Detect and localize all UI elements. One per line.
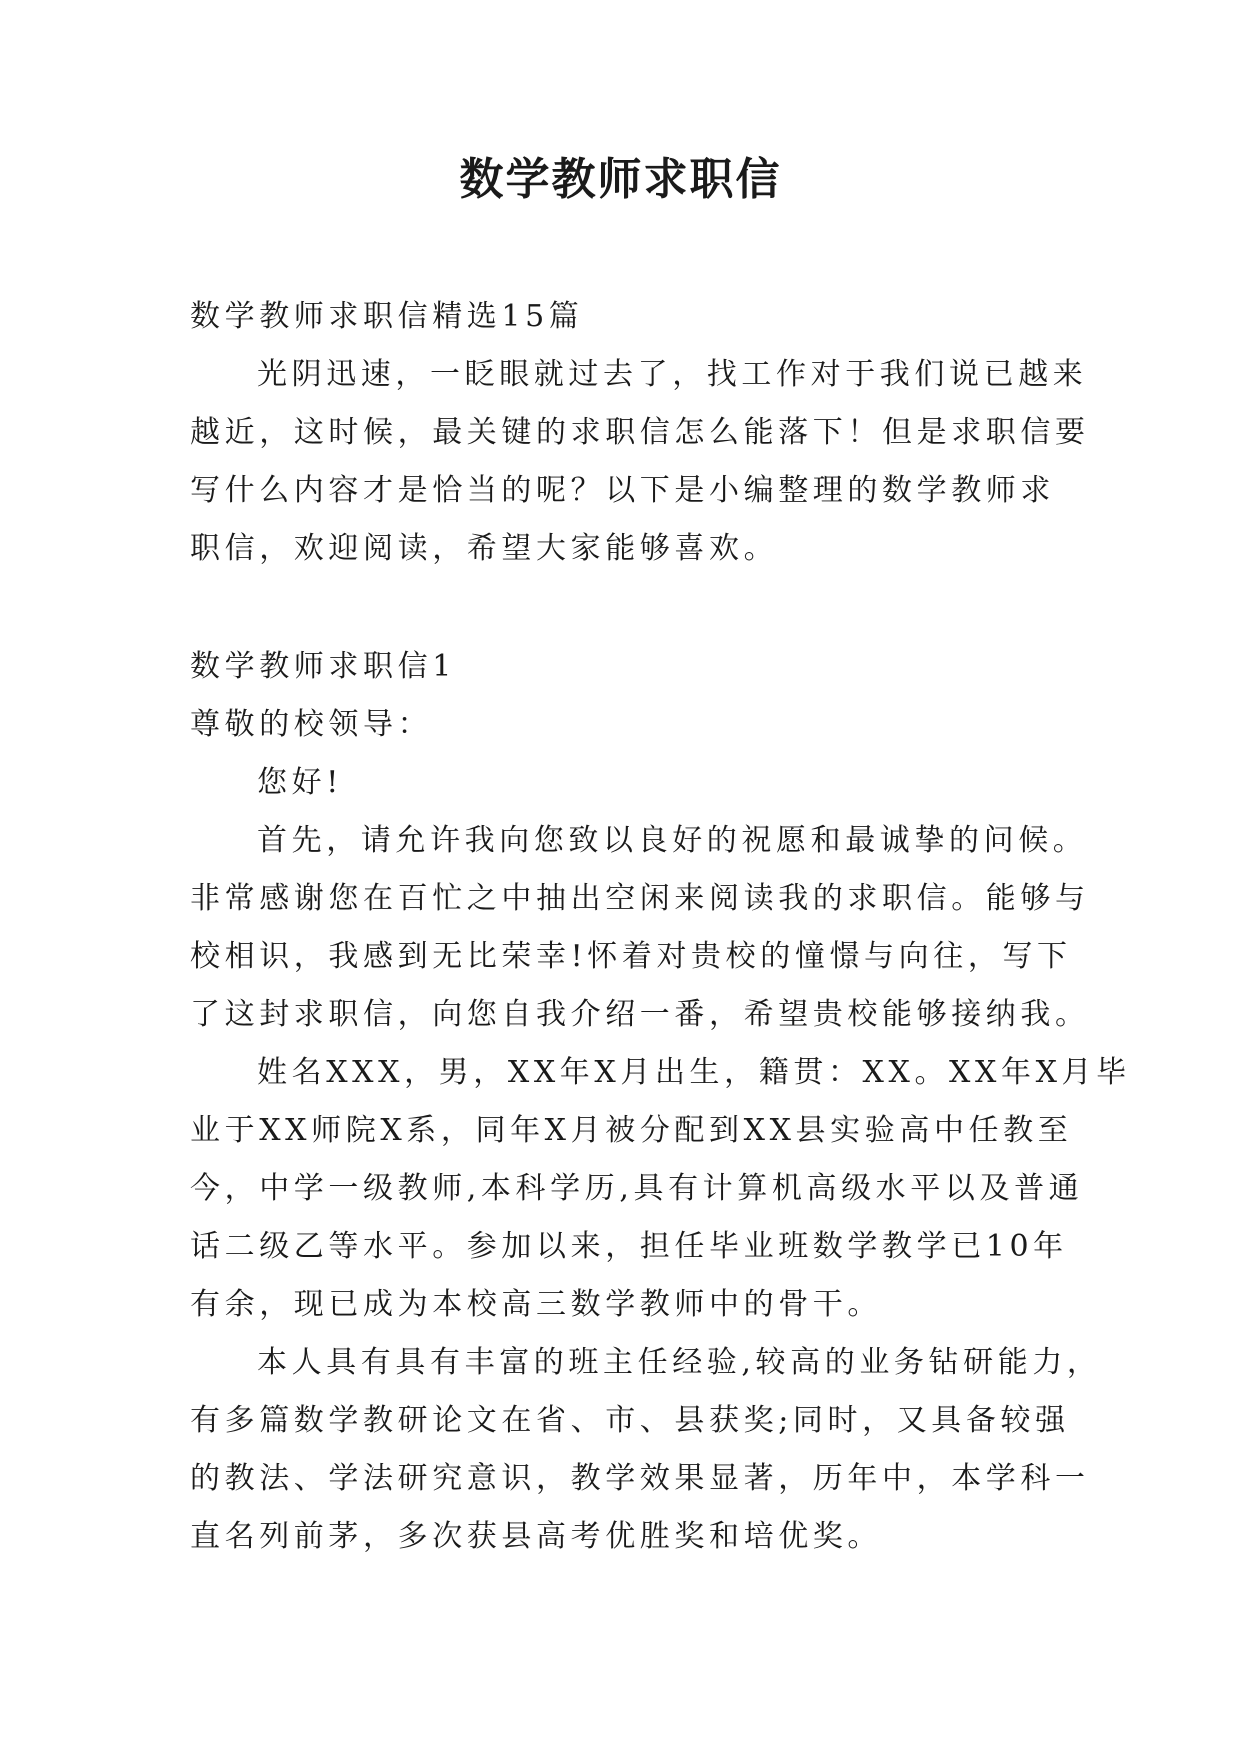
text-line: 校相识，我感到无比荣幸!怀着对贵校的憧憬与向往，写下 [190, 939, 1072, 974]
text-line: 非常感谢您在百忙之中抽出空闲来阅读我的求职信。能够与 [190, 881, 1090, 916]
text-line: 直名列前茅，多次获县高考优胜奖和培优奖。 [190, 1519, 882, 1554]
text-line: 话二级乙等水平。参加以来，担任毕业班数学教学已10年 [190, 1229, 1068, 1264]
text-line: 职信，欢迎阅读，希望大家能够喜欢。 [190, 531, 779, 566]
paragraph-3 [190, 1334, 1102, 1566]
text-line: 光阴迅速，一眨眼就过去了，找工作对于我们说已越来 [257, 357, 1088, 392]
subtitle: 数学教师求职信精选15篇 [190, 299, 584, 334]
text-line: 有余，现已成为本校高三数学教师中的骨干。 [190, 1287, 882, 1322]
document-title: 数学教师求职信 [459, 154, 782, 205]
text-line: 首先，请允许我向您致以良好的祝愿和最诚挚的问候。 [257, 823, 1088, 858]
text-line: 业于XX师院X系，同年X月被分配到XX县实验高中任教至 [190, 1113, 1073, 1148]
text-line: 了这封求职信，向您自我介绍一番，希望贵校能够接纳我。 [190, 997, 1090, 1032]
text-line: 今，中学一级教师,本科学历,具有计算机高级水平以及普通 [190, 1171, 1084, 1206]
intro-paragraph [190, 346, 1090, 578]
paragraph-2 [190, 1044, 1131, 1334]
text-line: 本人具有具有丰富的班主任经验,较高的业务钻研能力， [257, 1345, 1102, 1380]
text-line: 姓名XXX，男，XX年X月出生，籍贯：XX。XX年X月毕 [257, 1055, 1131, 1090]
document-body [190, 288, 1131, 1566]
text-line: 有多篇数学教研论文在省、市、县获奖;同时，又具备较强 [190, 1403, 1070, 1438]
salutation: 尊敬的校领导： [190, 707, 433, 742]
greeting: 您好! [257, 765, 343, 800]
text-line: 越近，这时候，最关键的求职信怎么能落下！但是求职信要 [190, 415, 1090, 450]
section-heading: 数学教师求职信1 [190, 649, 456, 684]
text-line: 的教法、学法研究意识，教学效果显著，历年中，本学科一 [190, 1461, 1090, 1496]
blank-line [190, 578, 1060, 638]
text-line: 写什么内容才是恰当的呢？以下是小编整理的数学教师求 [190, 473, 1055, 508]
paragraph-1 [190, 812, 1090, 1044]
